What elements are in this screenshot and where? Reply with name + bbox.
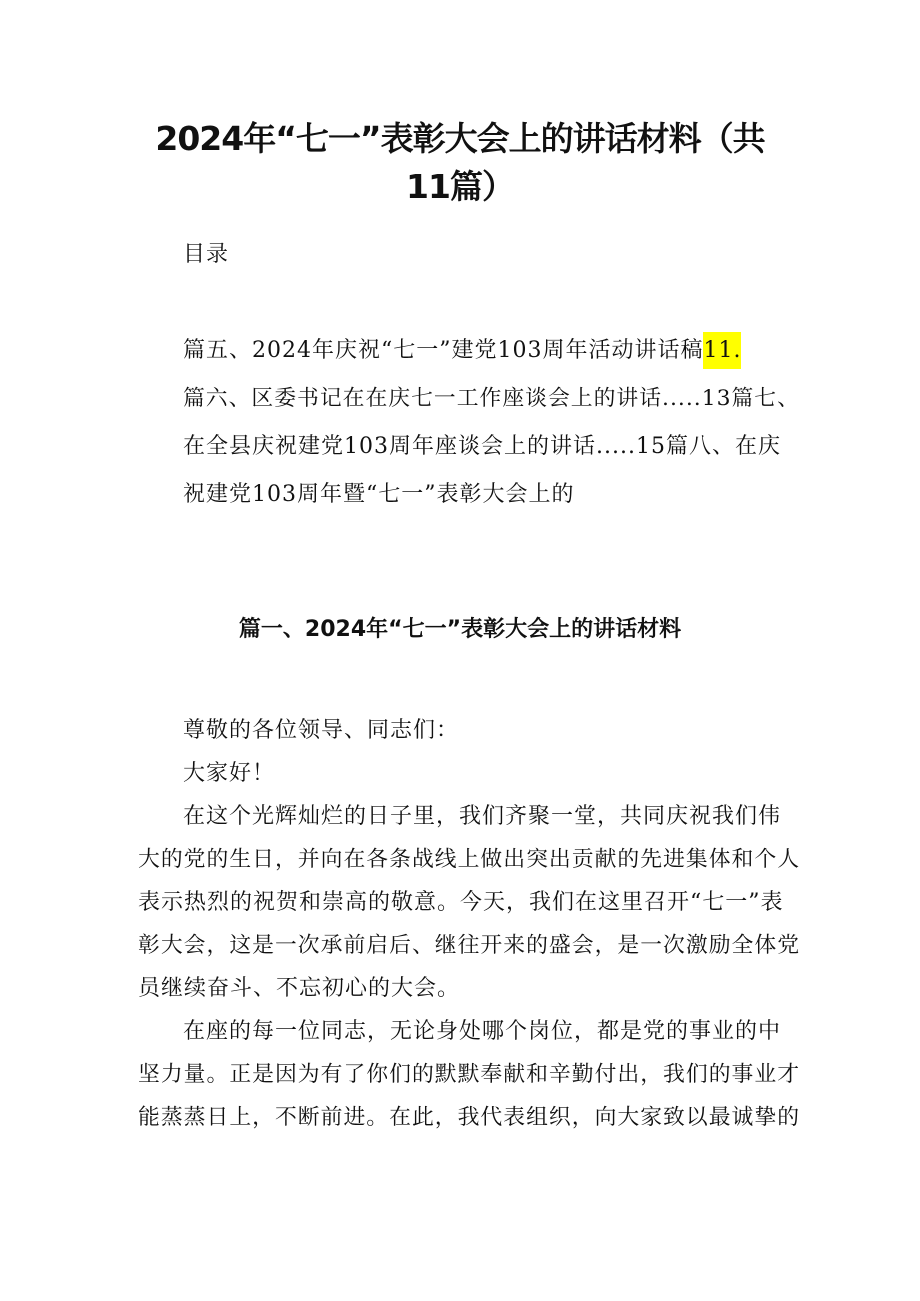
section-title: 篇一、2024年“七一”表彰大会上的讲话材料 <box>238 617 682 642</box>
body-line: 员继续奋斗、不忘初心的大会。 <box>138 976 461 1001</box>
toc-heading: 目录 <box>183 242 230 267</box>
body-line: 大家好！ <box>183 761 276 786</box>
toc-line: 祝建党103周年暨“七一”表彰大会上的 <box>183 482 575 507</box>
toc-line-text: 篇五、2024年庆祝“七一”建党103周年活动讲话稿 <box>183 338 704 363</box>
document-title-line-2: 11篇） <box>406 167 514 206</box>
body-line: 坚力量。正是因为有了你们的默默奉献和辛勤付出，我们的事业才 <box>138 1062 801 1087</box>
toc-line: 篇六、区委书记在在庆七一工作座谈会上的讲话.....13篇七、 <box>183 386 800 411</box>
toc-page-number-highlight: 11. <box>703 332 741 369</box>
body-line: 彰大会，这是一次承前启后、继往开来的盛会，是一次激励全体党 <box>138 933 801 958</box>
document-title-line-1: 2024年“七一”表彰大会上的讲话材料（共 <box>155 119 765 158</box>
toc-line <box>183 336 741 366</box>
toc-line: 在全县庆祝建党103周年座谈会上的讲话.....15篇八、在庆 <box>183 434 781 459</box>
body-line: 在这个光辉灿烂的日子里，我们齐聚一堂，共同庆祝我们伟 <box>183 804 782 829</box>
body-line: 能蒸蒸日上，不断前进。在此，我代表组织，向大家致以最诚挚的 <box>138 1105 801 1130</box>
body-line: 尊敬的各位领导、同志们： <box>183 718 460 743</box>
body-line: 大的党的生日，并向在各条战线上做出突出贡献的先进集体和个人 <box>138 847 801 872</box>
body-line: 在座的每一位同志，无论身处哪个岗位，都是党的事业的中 <box>183 1019 782 1044</box>
body-line: 表示热烈的祝贺和崇高的敬意。今天，我们在这里召开“七一”表 <box>138 890 784 915</box>
